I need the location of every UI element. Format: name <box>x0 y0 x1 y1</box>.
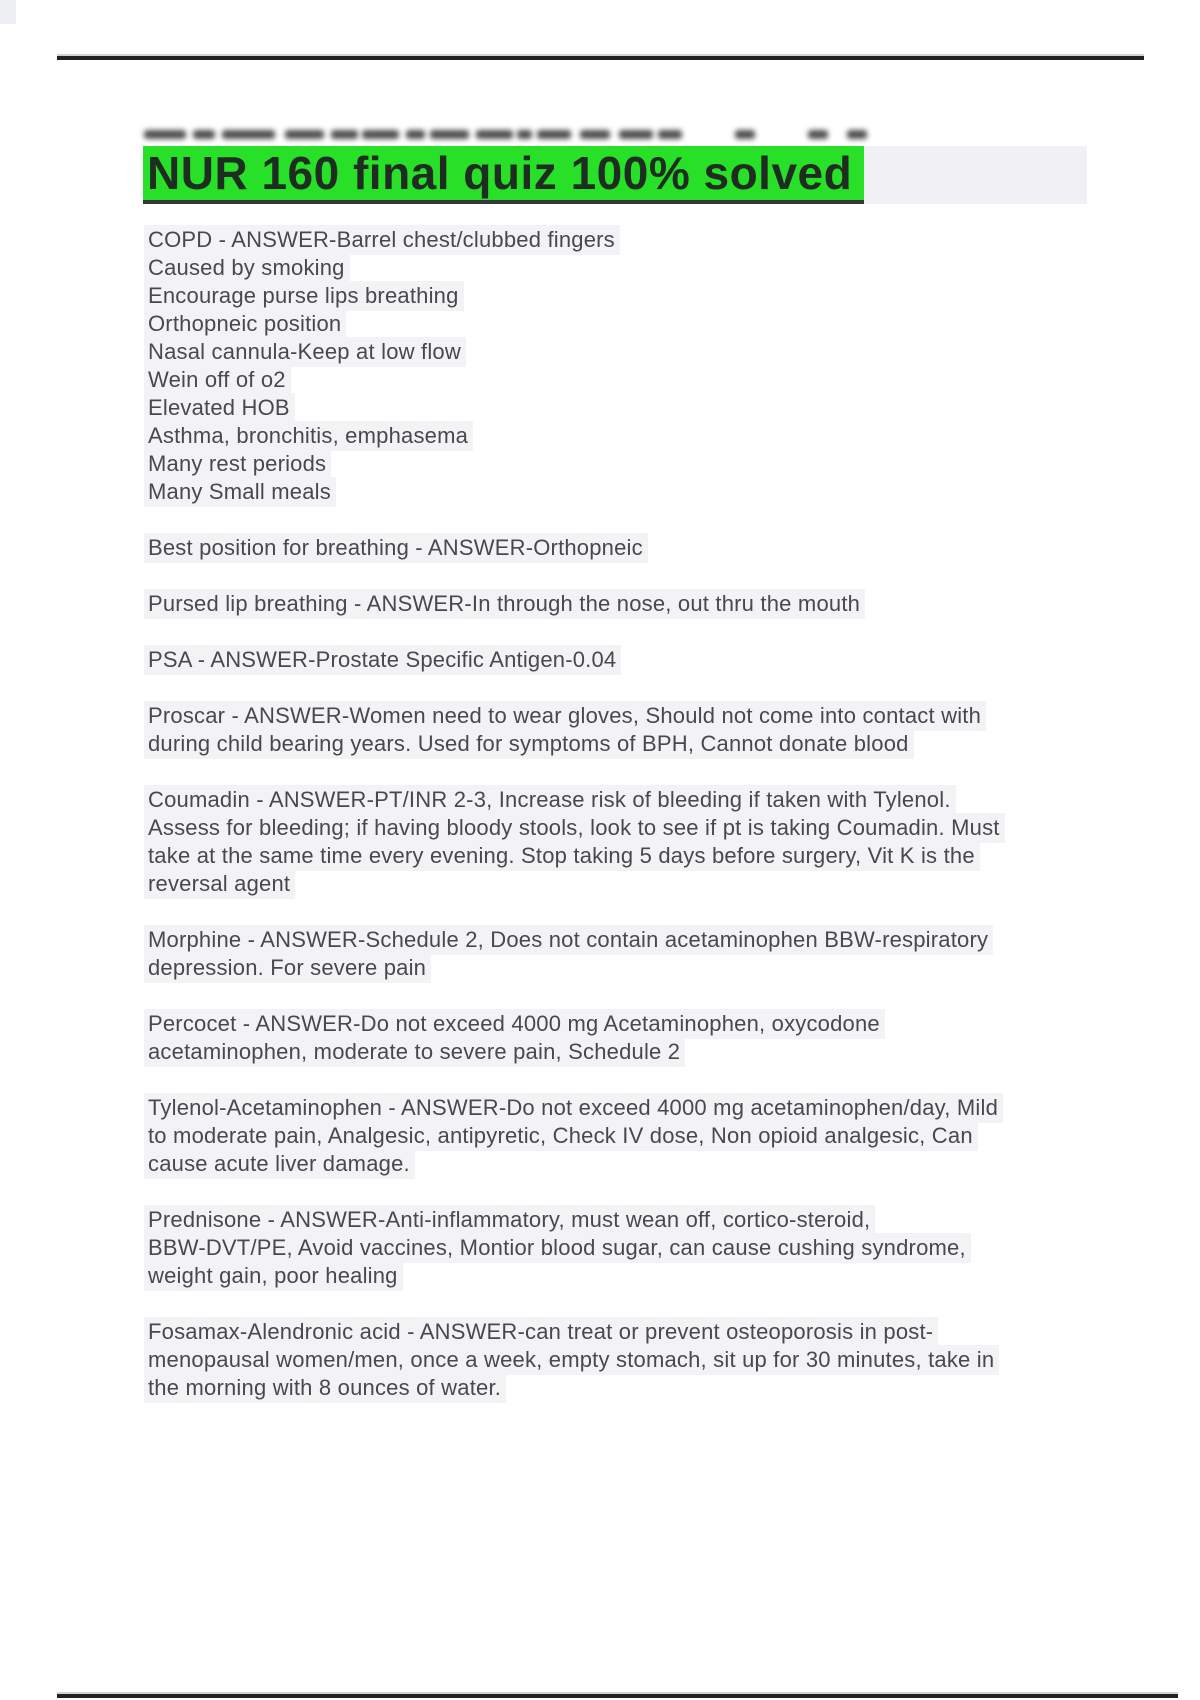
line-highlight: Many Small meals <box>144 477 336 507</box>
line-highlight: Asthma, bronchitis, emphasema <box>144 421 473 451</box>
line-highlight: Percocet - ANSWER-Do not exceed 4000 mg Acetaminophen, oxycodone <box>144 1009 885 1039</box>
paragraph <box>144 786 1005 898</box>
line-highlight: Nasal cannula-Keep at low flow <box>144 337 466 367</box>
text-line <box>144 450 1005 478</box>
redaction-mark <box>222 130 275 139</box>
line-highlight: Orthopneic position <box>144 309 346 339</box>
paragraph <box>144 926 1005 982</box>
text-line <box>144 1234 1005 1262</box>
page-title: NUR 160 final quiz 100% solved <box>143 146 864 204</box>
title-side-panel <box>864 146 1087 204</box>
line-highlight: Morphine - ANSWER-Schedule 2, Does not contain acetaminophen BBW-respiratory <box>144 925 993 955</box>
redaction-mark <box>735 130 755 139</box>
redaction-mark <box>517 130 532 139</box>
line-highlight: Tylenol-Acetaminophen - ANSWER-Do not exceed 4000 mg acetaminophen/day, Mild <box>144 1093 1003 1123</box>
line-highlight: Many rest periods <box>144 449 331 479</box>
text-line <box>144 422 1005 450</box>
redaction-mark <box>658 130 682 139</box>
line-highlight: Prednisone - ANSWER-Anti-inflammatory, must wean off, cortico-steroid, <box>144 1205 875 1235</box>
line-highlight: cause acute liver damage. <box>144 1149 415 1179</box>
redaction-mark <box>144 130 186 139</box>
line-highlight: reversal agent <box>144 869 295 899</box>
redaction-mark <box>847 130 867 139</box>
line-highlight: Encourage purse lips breathing <box>144 281 464 311</box>
text-line <box>144 1318 1005 1346</box>
line-highlight: Pursed lip breathing - ANSWER-In through the nose, out thru the mouth <box>144 589 865 619</box>
line-highlight: the morning with 8 ounces of water. <box>144 1373 506 1403</box>
line-highlight: BBW-DVT/PE, Avoid vaccines, Montior blood sugar, can cause cushing syndrome, <box>144 1233 971 1263</box>
paragraph <box>144 1206 1005 1290</box>
text-line <box>144 1374 1005 1402</box>
redaction-mark <box>430 130 469 139</box>
paragraph <box>144 534 1005 562</box>
line-highlight: Assess for bleeding; if having bloody stools, look to see if pt is taking Coumadin. Must <box>144 813 1005 843</box>
redaction-mark <box>362 130 399 139</box>
text-line <box>144 1038 1005 1066</box>
corner-artifact <box>0 0 16 24</box>
bottom-rule <box>57 1694 1178 1698</box>
text-line <box>144 786 1005 814</box>
text-line <box>144 954 1005 982</box>
line-highlight: take at the same time every evening. Stop taking 5 days before surgery, Vit K is the <box>144 841 980 871</box>
text-line <box>144 282 1005 310</box>
line-highlight: acetaminophen, moderate to severe pain, Schedule 2 <box>144 1037 685 1067</box>
redaction-mark <box>331 130 358 139</box>
redaction-mark <box>406 130 425 139</box>
paragraph <box>144 702 1005 758</box>
top-rule <box>57 56 1144 60</box>
text-line <box>144 1150 1005 1178</box>
text-line <box>144 1206 1005 1234</box>
document-body <box>144 226 1005 1402</box>
redaction-mark <box>193 130 215 139</box>
line-highlight: COPD - ANSWER-Barrel chest/clubbed fingers <box>144 225 620 255</box>
redaction-mark <box>285 130 324 139</box>
text-line <box>144 366 1005 394</box>
line-highlight: Best position for breathing - ANSWER-Orthopneic <box>144 533 648 563</box>
text-line <box>144 702 1005 730</box>
paragraph <box>144 1318 1005 1402</box>
text-line <box>144 254 1005 282</box>
line-highlight: to moderate pain, Analgesic, antipyretic, Check IV dose, Non opioid analgesic, Can <box>144 1121 978 1151</box>
text-line <box>144 730 1005 758</box>
text-line <box>144 394 1005 422</box>
paragraph <box>144 590 1005 618</box>
redacted-text-row <box>144 127 884 143</box>
line-highlight: Caused by smoking <box>144 253 350 283</box>
line-highlight: Fosamax-Alendronic acid - ANSWER-can treat or prevent osteoporosis in post- <box>144 1317 938 1347</box>
text-line <box>144 478 1005 506</box>
text-line <box>144 534 1005 562</box>
text-line <box>144 1094 1005 1122</box>
line-highlight: Elevated HOB <box>144 393 295 423</box>
text-line <box>144 338 1005 366</box>
text-line <box>144 870 1005 898</box>
text-line <box>144 842 1005 870</box>
redaction-mark <box>808 130 828 139</box>
redaction-mark <box>619 130 653 139</box>
text-line <box>144 310 1005 338</box>
text-line <box>144 814 1005 842</box>
redaction-mark <box>537 130 571 139</box>
line-highlight: Proscar - ANSWER-Women need to wear gloves, Should not come into contact with <box>144 701 986 731</box>
paragraph <box>144 1010 1005 1066</box>
text-line <box>144 226 1005 254</box>
line-highlight: PSA - ANSWER-Prostate Specific Antigen-0.04 <box>144 645 621 675</box>
text-line <box>144 1262 1005 1290</box>
paragraph <box>144 646 1005 674</box>
paragraph <box>144 226 1005 506</box>
line-highlight: during child bearing years. Used for symptoms of BPH, Cannot donate blood <box>144 729 914 759</box>
redaction-mark <box>580 130 610 139</box>
text-line <box>144 1346 1005 1374</box>
title-row <box>143 146 1087 204</box>
redaction-mark <box>476 130 513 139</box>
text-line <box>144 926 1005 954</box>
text-line <box>144 646 1005 674</box>
line-highlight: Wein off of o2 <box>144 365 291 395</box>
line-highlight: depression. For severe pain <box>144 953 431 983</box>
line-highlight: weight gain, poor healing <box>144 1261 403 1291</box>
text-line <box>144 1010 1005 1038</box>
paragraph <box>144 1094 1005 1178</box>
text-line <box>144 590 1005 618</box>
line-highlight: menopausal women/men, once a week, empty stomach, sit up for 30 minutes, take in <box>144 1345 999 1375</box>
line-highlight: Coumadin - ANSWER-PT/INR 2-3, Increase risk of bleeding if taken with Tylenol. <box>144 785 956 815</box>
text-line <box>144 1122 1005 1150</box>
